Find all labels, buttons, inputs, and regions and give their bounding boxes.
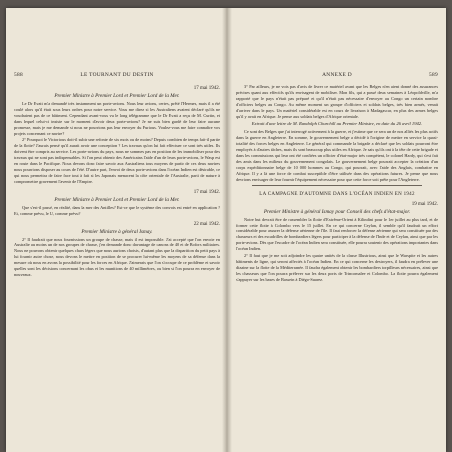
salutation: Premier Ministre à Premier Lord et Premier Lord de la Mer. <box>54 196 180 203</box>
paragraph: Que s'est-il passé, en réalité, dans la mer des Antilles? Est-ce que le système des convois est entré en application ? Et, comme prévu, le U, comme prévu? <box>14 204 220 216</box>
paragraph: Notre but devrait être de rassembler la flotte d'Extrême-Orient à Kilindini pour le 1er juillet au plus tard, et de former cette flotte à Colombo vers le 15 juillet. En ce qui concerne Ceylan, il semble qu'il faudrait un effort considérable pour assurer la défense aérienne de l'île. Il faut renforcer la défense aérienne qui sera constituée par des chasseurs et des escadrilles de bombardiers légers pour participer à la défense de l'Inde et de Ceylan, ainsi que par les porte-avions. Dès que l'escadre de l'océan Indien sera constituée, elle pourra soutenir des opérations importantes dans l'océan Indien. <box>236 216 438 252</box>
salutation: Premier Ministre à général Ismay. <box>81 228 153 235</box>
dateline: 19 mai 1942. <box>411 201 438 207</box>
right-page <box>236 8 438 452</box>
book-spread <box>6 8 446 452</box>
left-running-title: LE TOURNANT DU DESTIN <box>80 72 154 78</box>
right-running-head <box>236 72 438 84</box>
right-page-body <box>236 84 438 283</box>
section-title: LA CAMPAGNE D'AUTOMNE DANS L'OCÉAN INDIEN EN 1942 <box>259 191 415 197</box>
book-gutter <box>222 8 232 452</box>
salutation: Premier Ministre à général Ismay pour Conseil des chefs d'état-major. <box>263 208 411 215</box>
right-running-title: ANNEXE D <box>322 72 352 78</box>
left-page <box>14 8 220 452</box>
section-rule <box>252 185 422 186</box>
left-page-body <box>14 85 220 278</box>
dateline: 17 mai 1942. <box>193 86 220 91</box>
left-running-head <box>14 72 220 84</box>
paragraph: 2° Pourquoi le Victorious doit-il subir une refonte de six mois ou de moins? Depuis combien de temps fait-il partie de la flotte? J'aurais pensé qu'il aurait avoir une conception ? Les travaux qu'on lui fait effectuer ce sont très utiles. Ils doivent être compris au service. Les porte-avions du pays, nous ne sommes pas en position de les immobiliser pour des travaux qui ne sont pas indispensables. Si l'on peut obtenir des Américains l'aide d'un de leurs porte-avions, le Wasp est en route dans le Pacifique. Nous devons donc faire savoir aux Australiens tous moyens de partir de ces deux navires nous pourrions disposer au cours de l'été. D'autre part, l'envoi de deux porte-avions dans l'océan Indien est désirable, ce qui nous permettra de faire face tout à fait si les Japonais menacent la côte orientale de l'Australie, parti de nature à compromettre gravement l'avenir de l'Empire. <box>14 137 220 184</box>
salutation: Premier Ministre à Premier Lord et Premier Lord de la Mer. <box>54 93 180 99</box>
left-page-number: 588 <box>14 72 23 78</box>
paragraph: 2° Il faudrait que nous fournissions un groupe de chasse, mais il est impossible. J'ai accepté que l'on envoie en Australie au moins un de nos groupes de chasse, j'en demande donc davantage de canons de 40 et de Bofors militaires. Nous ne pouvons obtenir quelques chars légers que nous aurions choisis, d'autant plus que la disparition du petit pays à lui fournir autre chose, nous devons le mettre en position de se procurer lui-même les moyens de sa défense dans la mesure où nous en avons la possibilité pour les forces en Afrique. J'aimerais que l'on s'occupe de ce problème et savoir quelles sont les décisions concernant les obus et les munitions de 40 millimètres, ou bien si l'on pourra en envoyer de nouveaux. <box>14 236 220 277</box>
dateline: 17 mai 1942. <box>193 189 220 195</box>
extract-title: Extrait d'une lettre de M. Randolph Churchill au Premier Ministre, en date du 26 avril 1942. <box>251 121 423 127</box>
paragraph: 3° Par ailleurs, je ne vois pas d'avis de livrer ce matériel avant que les Belges n'en aient donné des assurances précises quant aux effectifs qu'ils envisagent de mobiliser. Mon fils, qui a passé deux semaines à Léopoldville, m'a rapporté que le pays n'était pas préparé et qu'il n'était pas nécessaire d'envoyer au Congo un certain nombre d'officiers belges au Congo. Au même moment un groupe d'officiers et soldats belges, très bien armés, venait d'arriver dans le pays. Un matériel considérable est en cours de livraison à Madagascar, en plus des armes belges qu'il y avait en Afrique. Je pense aux soldats belges d'Afrique orientale. <box>236 84 438 119</box>
dateline: 22 mai 1942. <box>193 221 220 227</box>
paragraph: Le Dr Evatt m'a demandé très instamment un porte-avions. Nous leur avions, certes, prêté l'Hermes, mais il a été coulé alors qu'il était sous leurs ordres pour notre service. Vous me direz si les Australiens avaient déclaré qu'ils ne voudraient pas de ce bâtiment. Cependant avant-vous vu le long télégramme que le Dr Evatt a reçu de M. Curtin, et dans lequel celui-ci insiste sur le moment d'avoir deux porte-avions? Je ne suis bien gardé de leur faire aucune promesse, mais je me demande si nous ne pourrions pas leur envoyer du Furious. Voulez-vous me faire connaître vos projets concernant ce navire? <box>14 101 220 136</box>
right-page-number: 589 <box>429 72 438 78</box>
paragraph: 2° Il faut que je me soit adjoindre les quatre unités de la classe Illustrious, ainsi que le Warspite et les autres bâtiments de ligne, qui seront affectés à l'océan Indien. En ce qui concerne les destroyers, il faudra en prélever une dizaine sur la flotte de la Méditerranée. Il faudra également obtenir les bombardiers torpilleurs nécessaires, ainsi que les chasseurs que l'on pourra prélever sur les deux ports de Trincomalee et Colombo. La flotte pourra également s'appuyer sur les bases de Bassein à Diégo-Suarez. <box>236 253 438 282</box>
paragraph: Ce sont des Belges que j'ai interrogé activement à la guerre, et j'estime que ce sera un de nos alliés les plus actifs dans la guerre en Angleterre. En somme, le gouvernement belge a décidé à l'origine de mettre en service la quasi-totalité des forces belges en Angleterre. Le général qui commande la brigade a déclaré que les soldats pourront être employés à d'autres tâches, mais ils sont beaucoup plus utiles en Afrique. Je sais qu'ils ont à la tête de cette brigade et dans les commissions qui leur ont été confiées un officier d'état-major très compétent, le colonel Hardy, qui s'est fait des amis dans les milieux du gouvernement congolais. Le gouvernement belge pourrait accepter la création d'un corps expéditionnaire belge de 10 000 hommes au Congo, qui pourrait, avec l'aide des Anglais, combattre en Afrique. Il y a là une force de combat susceptible d'être utilisée dans des opérations futures. Je pense que nous devrions envisager de leur fournir l'équipement nécessaire pour que cette force soit prête pour l'Angleterre. <box>236 129 438 182</box>
